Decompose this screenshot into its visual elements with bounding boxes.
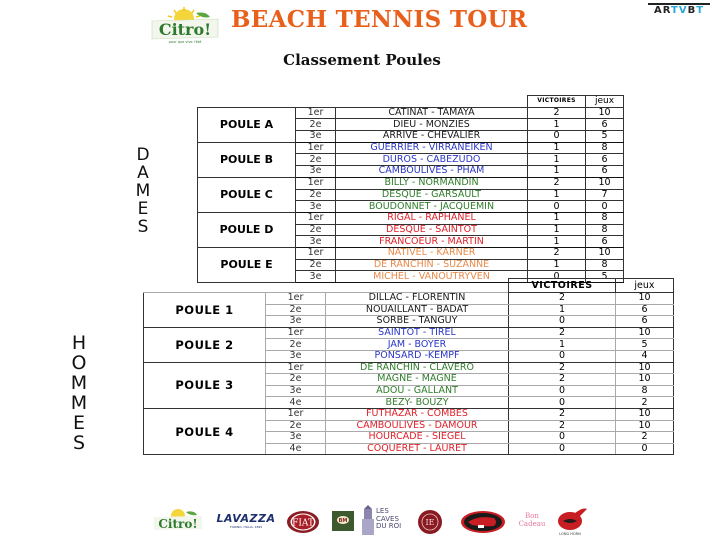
table-row xyxy=(198,177,624,189)
victoires-cell: 0 xyxy=(509,350,616,362)
rank-cell: 1er xyxy=(266,293,326,305)
jeux-cell: 10 xyxy=(616,374,674,386)
rank-cell: 1er xyxy=(296,212,336,224)
rank-cell: 2e xyxy=(266,420,326,432)
sponsor-citro-text: Citro! xyxy=(158,517,198,531)
rank-cell: 3e xyxy=(296,271,336,283)
jeux-cell: 5 xyxy=(586,271,624,283)
victoires-cell: 1 xyxy=(528,224,586,236)
jeux-cell: 6 xyxy=(586,119,624,131)
rank-cell: 1er xyxy=(296,107,336,119)
table-row xyxy=(144,362,674,374)
victoires-cell: 1 xyxy=(528,119,586,131)
hommes-standings-table xyxy=(143,278,674,455)
sponsor-citro-logo xyxy=(152,507,204,539)
rank-cell: 3e xyxy=(296,236,336,248)
rank-cell: 1er xyxy=(296,247,336,259)
jeux-cell: 5 xyxy=(616,339,674,351)
team-name-cell: DE RANCHIN - SUZANNE xyxy=(336,259,528,271)
rank-cell: 1er xyxy=(266,327,326,339)
column-header-victoires: VICTOIRES xyxy=(509,279,616,293)
rank-cell: 3e xyxy=(266,385,326,397)
victoires-cell: 1 xyxy=(528,142,586,154)
rank-cell: 4e xyxy=(266,443,326,455)
sponsor-panther-logo xyxy=(460,510,506,538)
sponsor-ie-text: IE xyxy=(425,518,435,527)
jeux-cell: 10 xyxy=(586,247,624,259)
team-name-cell: DESQUE - GARSAULT xyxy=(336,189,528,201)
rank-cell: 2e xyxy=(266,339,326,351)
team-name-cell: DUROS - CABEZUDO xyxy=(336,154,528,166)
page-title: BEACH TENNIS TOUR xyxy=(231,6,528,33)
team-name-cell: FUTHAZAR - COMBES xyxy=(326,408,509,420)
jeux-cell: 8 xyxy=(586,212,624,224)
team-name-cell: ADOU - GALLANT xyxy=(326,385,509,397)
team-name-cell: JAM - BOYER xyxy=(326,339,509,351)
rank-cell: 3e xyxy=(266,350,326,362)
team-name-cell: COQUERET - LAURET xyxy=(326,443,509,455)
victoires-cell: 0 xyxy=(509,385,616,397)
jeux-cell: 5 xyxy=(586,131,624,143)
victoires-cell: 0 xyxy=(528,131,586,143)
rank-cell: 2e xyxy=(296,224,336,236)
jeux-cell: 6 xyxy=(616,304,674,316)
rank-cell: 3e xyxy=(266,316,326,328)
rank-cell: 2e xyxy=(296,119,336,131)
team-name-cell: BILLY - NORMANDIN xyxy=(336,177,528,189)
jeux-cell: 7 xyxy=(586,189,624,201)
jeux-cell: 2 xyxy=(616,397,674,409)
jeux-cell: 8 xyxy=(586,259,624,271)
table-row xyxy=(198,142,624,154)
poule-name: POULE C xyxy=(198,177,296,212)
rank-cell: 3e xyxy=(266,432,326,444)
victoires-cell: 1 xyxy=(528,166,586,178)
victoires-cell: 0 xyxy=(528,201,586,213)
jeux-cell: 10 xyxy=(616,362,674,374)
victoires-cell: 2 xyxy=(509,327,616,339)
victoires-cell: 2 xyxy=(509,408,616,420)
citro-logo-tagline: pour que vive l'été xyxy=(168,40,202,44)
sponsor-bon-cadeau-logo xyxy=(515,512,549,528)
rank-cell: 2e xyxy=(266,374,326,386)
victoires-cell: 2 xyxy=(528,107,586,119)
victoires-cell: 2 xyxy=(528,177,586,189)
jeux-cell: 8 xyxy=(586,142,624,154)
jeux-cell: 6 xyxy=(616,316,674,328)
jeux-cell: 4 xyxy=(616,350,674,362)
victoires-cell: 1 xyxy=(528,154,586,166)
artvbt-logo-text: ARTVBT xyxy=(653,5,705,16)
victoires-cell: 2 xyxy=(509,420,616,432)
jeux-cell: 0 xyxy=(586,201,624,213)
table-row xyxy=(198,107,624,119)
table-row xyxy=(198,212,624,224)
column-header-jeux: jeux xyxy=(586,96,624,108)
team-name-cell: SORBE - TANGUY xyxy=(326,316,509,328)
sponsor-logos xyxy=(0,505,720,540)
hommes-label: HOMMES xyxy=(68,332,90,452)
sponsor-long-horn-logo xyxy=(555,507,589,541)
victoires-cell: 1 xyxy=(509,304,616,316)
team-name-cell: GUERRIER - VIRRANEIKEN xyxy=(336,142,528,154)
team-name-cell: SAINTOT - TIREL xyxy=(326,327,509,339)
poule-name: POULE 2 xyxy=(144,327,266,362)
table-row xyxy=(144,327,674,339)
jeux-cell: 6 xyxy=(586,236,624,248)
team-name-cell: ARRIVE - CHEVALIER xyxy=(336,131,528,143)
sponsor-bm-text: BM xyxy=(338,518,348,524)
victoires-cell: 0 xyxy=(528,271,586,283)
sponsor-caves-du-roi-logo xyxy=(362,505,412,539)
sponsor-bon-cadeau-text: Bon Cadeau xyxy=(518,512,546,528)
poule-name: POULE A xyxy=(198,107,296,142)
sponsor-fiat-text: FIAT xyxy=(292,518,314,529)
sponsor-bm-logo xyxy=(332,511,354,531)
rank-cell: 1er xyxy=(296,177,336,189)
sponsor-fiat-logo xyxy=(286,510,320,538)
jeux-cell: 8 xyxy=(616,385,674,397)
team-name-cell: BOUDONNET - JACQUEMIN xyxy=(336,201,528,213)
jeux-cell: 0 xyxy=(616,443,674,455)
jeux-cell: 10 xyxy=(616,420,674,432)
sponsor-lavazza-logo xyxy=(212,513,280,529)
column-header-jeux: jeux xyxy=(616,279,674,293)
victoires-cell: 2 xyxy=(509,293,616,305)
poule-name: POULE 3 xyxy=(144,362,266,408)
rank-cell: 2e xyxy=(296,189,336,201)
victoires-cell: 2 xyxy=(509,374,616,386)
victoires-cell: 1 xyxy=(528,236,586,248)
rank-cell: 1er xyxy=(266,362,326,374)
victoires-cell: 2 xyxy=(528,247,586,259)
sponsor-lavazza-text: LAVAZZA xyxy=(216,512,276,525)
dames-label: DAMES xyxy=(133,145,153,235)
poule-name: POULE 4 xyxy=(144,408,266,454)
citro-logo-text: Citro! xyxy=(158,20,212,39)
team-name-cell: DILLAC - FLORENTIN xyxy=(326,293,509,305)
team-name-cell: NOUAILLANT - BADAT xyxy=(326,304,509,316)
page-subtitle xyxy=(0,51,720,69)
victoires-cell: 1 xyxy=(509,339,616,351)
jeux-cell: 10 xyxy=(616,408,674,420)
team-name-cell: CAMBOULIVES - DAMOUR xyxy=(326,420,509,432)
rank-cell: 4e xyxy=(266,397,326,409)
victoires-cell: 0 xyxy=(509,316,616,328)
jeux-cell: 6 xyxy=(586,154,624,166)
team-name-cell: DE RANCHIN - CLAVERO xyxy=(326,362,509,374)
citro-logo xyxy=(148,7,222,45)
sponsor-long-horn-text: LONG HORN xyxy=(559,532,581,536)
jeux-cell: 8 xyxy=(586,224,624,236)
rank-cell: 1er xyxy=(296,142,336,154)
table-row xyxy=(144,408,674,420)
jeux-cell: 10 xyxy=(616,293,674,305)
rank-cell: 3e xyxy=(296,201,336,213)
team-name-cell: CAMBOULIVES - PHAM xyxy=(336,166,528,178)
team-name-cell: DIEU - MONZIES xyxy=(336,119,528,131)
jeux-cell: 2 xyxy=(616,432,674,444)
poule-name: POULE B xyxy=(198,142,296,177)
victoires-cell: 1 xyxy=(528,189,586,201)
victoires-cell: 0 xyxy=(509,432,616,444)
team-name-cell: NATIVEL - KARNER xyxy=(336,247,528,259)
dames-standings-table xyxy=(197,95,624,283)
team-name-cell: HOURCADE - SIEGEL xyxy=(326,432,509,444)
victoires-cell: 0 xyxy=(509,397,616,409)
header-spacer xyxy=(144,279,509,293)
team-name-cell: BEZY- BOUZY xyxy=(326,397,509,409)
rank-cell: 2e xyxy=(266,304,326,316)
victoires-cell: 0 xyxy=(509,443,616,455)
sponsor-ie-logo xyxy=(415,509,445,539)
rank-cell: 2e xyxy=(296,259,336,271)
team-name-cell: MAGNE - MAGNE xyxy=(326,374,509,386)
table-header-row xyxy=(144,279,674,293)
jeux-cell: 10 xyxy=(586,177,624,189)
sponsor-lavazza-tagline: TORINO, ITALIA, 1895 xyxy=(229,525,263,529)
rank-cell: 3e xyxy=(296,166,336,178)
team-name-cell: FRANCOEUR - MARTIN xyxy=(336,236,528,248)
rank-cell: 1er xyxy=(266,408,326,420)
poule-name: POULE E xyxy=(198,247,296,282)
table-row xyxy=(198,247,624,259)
jeux-cell: 6 xyxy=(586,166,624,178)
rank-cell: 3e xyxy=(296,131,336,143)
team-name-cell: PONSARD -KEMPF xyxy=(326,350,509,362)
table-header-row xyxy=(198,96,624,108)
victoires-cell: 2 xyxy=(509,362,616,374)
team-name-cell: CATINAT - TAMAYA xyxy=(336,107,528,119)
poule-name: POULE D xyxy=(198,212,296,247)
header-spacer xyxy=(198,96,528,108)
poule-name: POULE 1 xyxy=(144,293,266,328)
team-name-cell: RIGAL - RAPHANEL xyxy=(336,212,528,224)
victoires-cell: 1 xyxy=(528,259,586,271)
artvbt-logo xyxy=(648,3,710,17)
jeux-cell: 10 xyxy=(616,327,674,339)
subtitle-text: Classement Poules xyxy=(283,51,441,69)
sponsor-caves-du-roi-text: LES CAVES DU ROI xyxy=(376,507,402,530)
rank-cell: 2e xyxy=(296,154,336,166)
victoires-cell: 1 xyxy=(528,212,586,224)
team-name-cell: MICHEL - VANOUTRYVEN xyxy=(336,271,528,283)
team-name-cell: DESQUE - SAINTOT xyxy=(336,224,528,236)
column-header-victoires: VICTOIRES xyxy=(528,96,586,108)
table-row xyxy=(144,293,674,305)
jeux-cell: 10 xyxy=(586,107,624,119)
